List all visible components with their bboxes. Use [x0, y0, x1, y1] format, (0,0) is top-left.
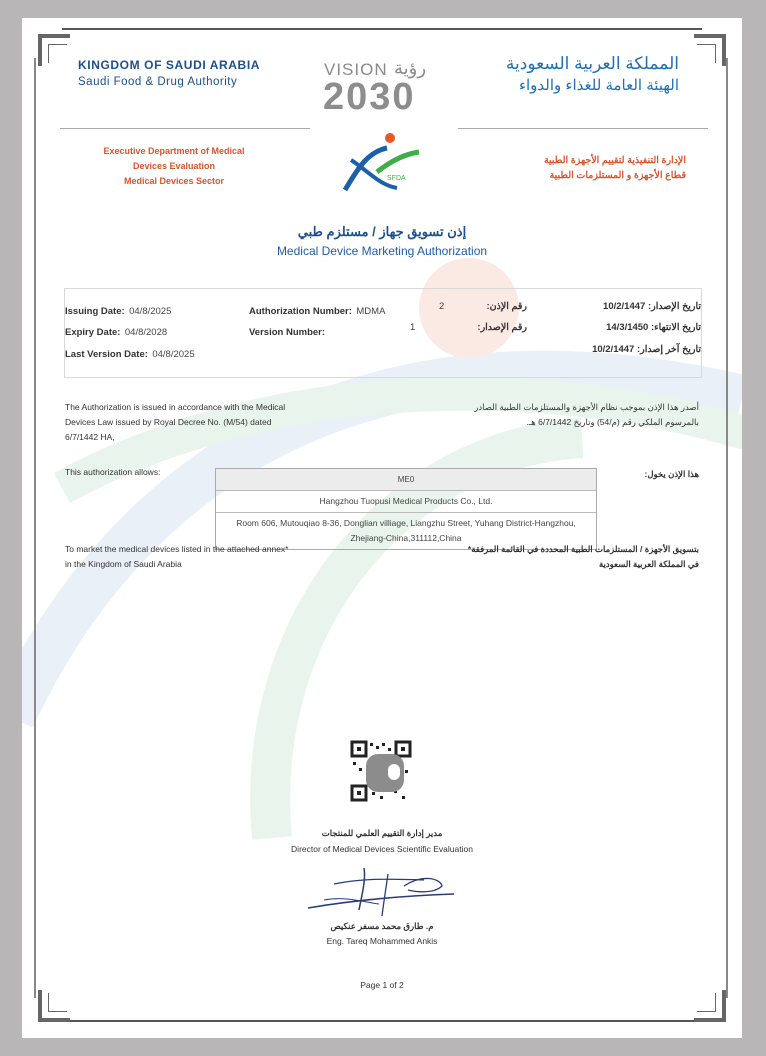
- handwritten-signature: [304, 860, 464, 918]
- expiry-date-label: Expiry Date:: [65, 327, 121, 338]
- department-en: [82, 144, 266, 189]
- expiry-date: [65, 322, 167, 340]
- licensee-company: Hangzhou Tuopusi Medical Products Co., Ltd.: [216, 490, 596, 512]
- authority-title-en: Saudi Food & Drug Authority: [78, 76, 238, 88]
- expiry-date-value: 04/8/2028: [124, 327, 168, 338]
- vision-word: VISION: [324, 60, 388, 79]
- header-rule-left: [60, 128, 310, 129]
- certificate-page: [22, 18, 742, 1038]
- expiry-date-ar: تاريخ الانتهاء: 14/3/1450: [606, 322, 701, 333]
- law-line-ar: بالمرسوم الملكي رقم (م/54) وتاريخ 6/7/1442 هـ.: [526, 417, 699, 427]
- issuing-date-label: Issuing Date:: [65, 306, 125, 317]
- issuing-date: [65, 301, 171, 319]
- market-line-en: To market the medical devices listed in the attached annex*: [65, 544, 289, 554]
- document-title-ar: إذن تسويق جهاز / مستلزم طبي: [297, 224, 467, 239]
- corner-inner-tl: [48, 44, 67, 63]
- sfda-logo: [337, 130, 422, 195]
- authorization-number: [249, 301, 385, 319]
- corner-inner-br: [697, 993, 716, 1012]
- version-number-label: Version Number:: [249, 327, 326, 338]
- header-rule-right: [458, 128, 708, 129]
- law-line-ar: أصدر هذا الإذن بموجب نظام الأجهزة والمستلزمات الطبية الصادر: [474, 402, 699, 412]
- vision-2030-logo: 2030: [323, 76, 416, 118]
- authorization-number-suffix: 2: [439, 301, 445, 312]
- frame-bottom: [62, 1020, 702, 1022]
- qr-code: [350, 740, 412, 802]
- authorization-info-box: [64, 288, 702, 378]
- signatory-title-ar: مدير إدارة التقييم العلمي للمنتجات: [321, 828, 443, 838]
- frame-right: [726, 58, 728, 998]
- last-version-ar: تاريخ آخر إصدار: 10/2/1447: [592, 344, 701, 355]
- kingdom-title-ar: المملكة العربية السعودية: [505, 54, 679, 73]
- issue-date-ar: تاريخ الإصدار: 10/2/1447: [603, 301, 701, 312]
- last-version-label: Last Version Date:: [65, 349, 148, 360]
- version-number: [249, 322, 325, 340]
- department-en-line: Executive Department of Medical: [103, 146, 245, 156]
- department-ar-line: الإدارة التنفيذية لتقييم الأجهزة الطبية: [543, 155, 686, 166]
- licensee-address: Room 606, Mutouqiao 8-36, Donglian villiage, Liangzhu Street, Yuhang District-Hangzhou, Zhejiang-China,311112,China: [216, 512, 596, 549]
- licensee-code: ME0: [216, 469, 596, 490]
- last-version-value: 04/8/2025: [152, 349, 195, 360]
- signatory-name-ar: م. طارق محمد مسفر عنكيص: [330, 921, 434, 931]
- law-line-en: The Authorization is issued in accordance with the Medical: [65, 402, 286, 412]
- corner-inner-tr: [697, 44, 716, 63]
- department-ar-line: قطاع الأجهزة و المستلزمات الطبية: [549, 170, 686, 181]
- market-line-ar: في المملكة العربية السعودية: [598, 559, 699, 569]
- market-line-en: in the Kingdom of Saudi Arabia: [65, 559, 182, 569]
- sfda-logo-text: SFDA: [387, 175, 406, 182]
- version-number-value: 1: [410, 322, 416, 333]
- frame-left: [34, 58, 36, 998]
- issuing-date-value: 04/8/2025: [129, 306, 172, 317]
- licensee-table: [215, 468, 597, 550]
- frame-top: [62, 28, 702, 30]
- law-statement-ar: [429, 400, 699, 430]
- authorization-number-ar: رقم الإذن:: [486, 301, 527, 312]
- law-line-en: 6/7/1442 HA,: [65, 432, 115, 442]
- version-number-ar: رقم الإصدار:: [477, 322, 527, 333]
- allows-label-en: This authorization allows:: [65, 467, 161, 477]
- kingdom-title-en: KINGDOM OF SAUDI ARABIA: [78, 58, 261, 72]
- law-statement-en: [65, 400, 335, 445]
- market-statement-ar: [399, 542, 699, 572]
- authorization-number-prefix: MDMA: [356, 306, 386, 317]
- authorization-number-label: Authorization Number:: [249, 306, 352, 317]
- page-number: Page 1 of 2: [360, 980, 404, 990]
- allows-label-ar: هذا الإذن يخول:: [644, 469, 699, 479]
- last-version-date: [65, 344, 195, 362]
- vision-word-ar: رؤية: [394, 58, 427, 78]
- market-line-ar: بتسويق الأجهزة / المستلزمات الطبية المحددة في القائمة المرفقة*: [467, 544, 699, 554]
- department-ar: [486, 153, 686, 183]
- corner-inner-bl: [48, 993, 67, 1012]
- document-title-en: Medical Device Marketing Authorization: [276, 244, 488, 258]
- signatory-title-en: Director of Medical Devices Scientific Evaluation: [291, 844, 473, 854]
- signatory-name-en: Eng. Tareq Mohammed Ankis: [326, 936, 438, 946]
- department-en-line: Medical Devices Sector: [123, 176, 225, 186]
- authority-title-ar: الهيئة العامة للغذاء والدواء: [518, 77, 679, 94]
- law-line-en: Devices Law issued by Royal Decree No. (M/54) dated: [65, 417, 272, 427]
- department-en-line: Devices Evaluation: [132, 161, 216, 171]
- market-statement-en: [65, 542, 289, 572]
